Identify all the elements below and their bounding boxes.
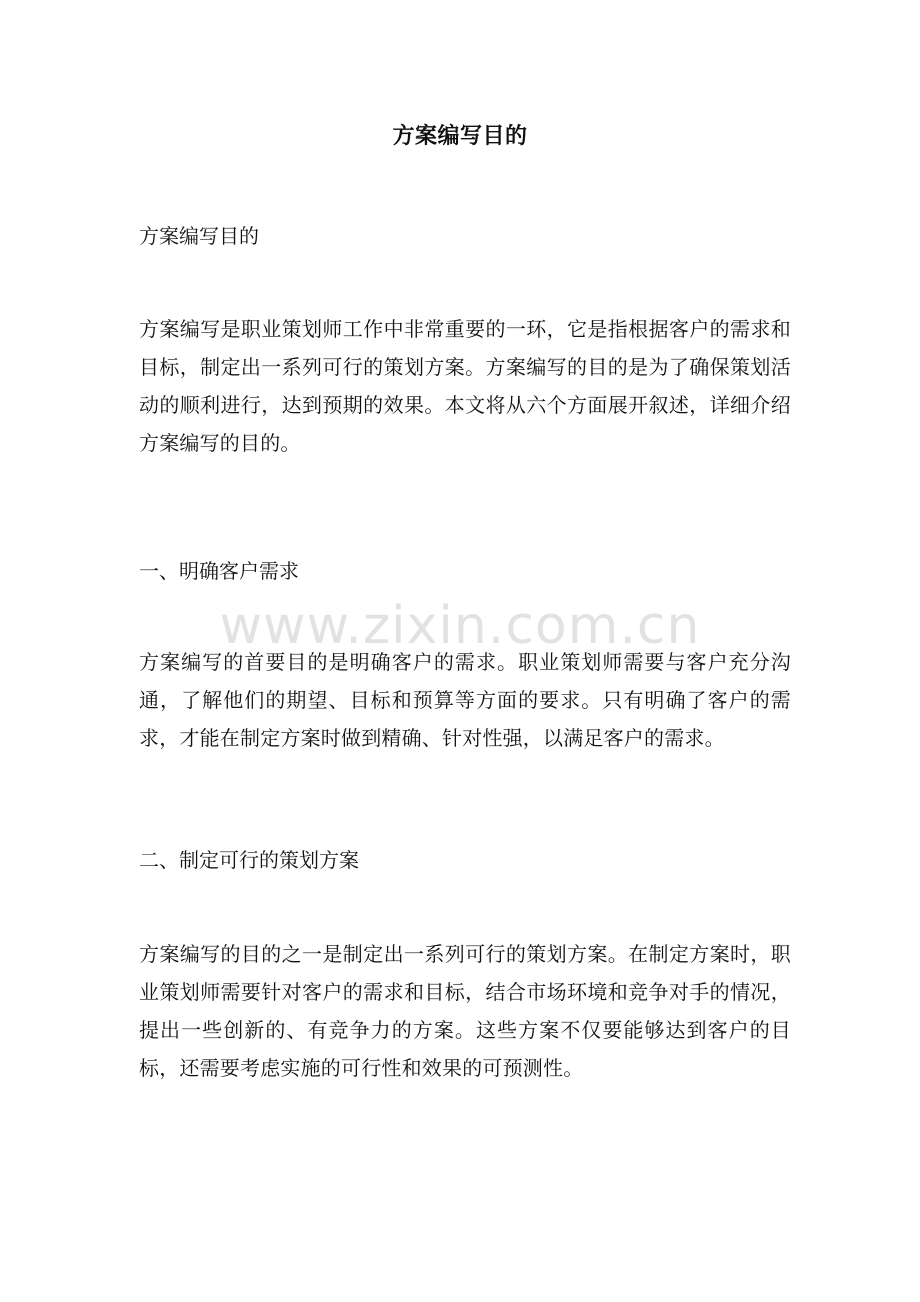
section-body-1: 方案编写的首要目的是明确客户的需求。职业策划师需要与客户充分沟通，了解他们的期望、目标和预算等方面的要求。只有明确了客户的需求，才能在制定方案时做到精确、针对性强，以满足客户的需求。 bbox=[139, 650, 791, 750]
watermark: www.zixin.com.cn bbox=[219, 596, 701, 656]
section-heading-2: 二、制定可行的策划方案 bbox=[139, 848, 359, 872]
intro-paragraph: 方案编写是职业策划师工作中非常重要的一环，它是指根据客户的需求和目标，制定出一系列可行的策划方案。方案编写的目的是为了确保策划活动的顺利进行，达到预期的效果。本文将从六个方面展开叙述，详细介绍方案编写的目的。 bbox=[139, 317, 791, 455]
section-body-2: 方案编写的目的之一是制定出一系列可行的策划方案。在制定方案时，职业策划师需要针对客户的需求和目标，结合市场环境和竞争对手的情况，提出一些创新的、有竞争力的方案。这些方案不仅要能够达到客户的目标，还需要考虑实施的可行性和效果的可预测性。 bbox=[139, 942, 791, 1080]
document-subtitle: 方案编写目的 bbox=[139, 224, 259, 248]
section-heading-1: 一、明确客户需求 bbox=[139, 559, 299, 583]
document-title: 方案编写目的 bbox=[392, 123, 528, 149]
